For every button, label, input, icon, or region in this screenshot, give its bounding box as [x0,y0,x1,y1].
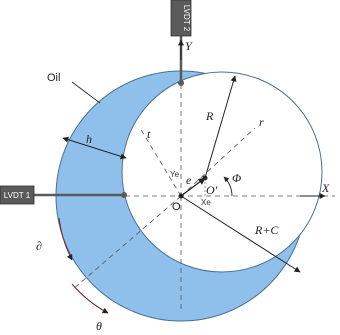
bearing-center-label: O [172,201,181,213]
oil-label: Oil [47,72,61,84]
lvdt2-contact-point [178,80,184,86]
film-thickness-label: h [86,132,92,146]
radius-RC-label: R+C [255,223,279,237]
r-vector-label: r⃗ [259,115,274,129]
bearing-center-point [179,194,184,199]
xe-label: Xe [201,198,211,207]
lvdt1-label: LVDT 1 [3,191,31,200]
theta-label-lower: θ [96,319,102,333]
lvdt2-label: LVDT 2 [182,4,191,32]
journal-center-label: O' [206,183,218,197]
journal-inner-circle [122,72,322,272]
t-vector-label: t⃗ [147,127,160,141]
y-axis-label: Y⃗ [185,39,202,53]
lvdt1-contact-point [121,192,127,198]
oil-leader-line [72,82,100,103]
eccentricity-label: e [186,173,192,187]
radius-R-label: R [206,109,214,123]
phi-label: Φ [232,171,242,185]
ye-label: Ye [170,170,180,179]
x-axis-label: X⃗ [322,181,339,195]
theta-label-upper: ∂ [36,239,42,253]
